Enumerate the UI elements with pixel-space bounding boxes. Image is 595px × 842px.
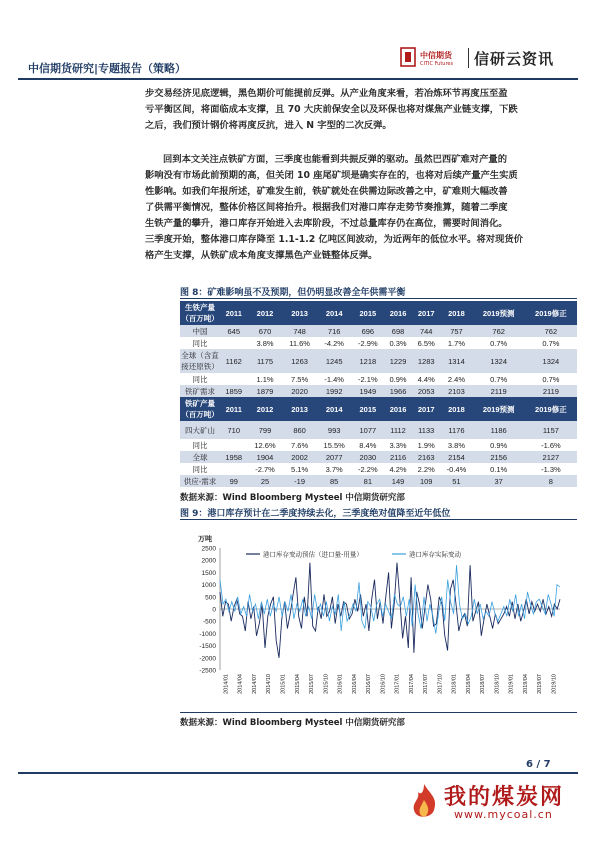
table-cell: 2012 — [247, 397, 282, 421]
x-tick-label: 2016/10 — [380, 674, 387, 694]
table-row — [180, 301, 577, 325]
legend-label-actual: 港口库存实际变动 — [409, 550, 461, 559]
table-cell: 0.7% — [490, 338, 508, 348]
table-cell: 2017 — [412, 397, 440, 421]
table-cell: 799 — [247, 421, 282, 439]
table-cell: 1162 — [220, 349, 247, 373]
row-label: 铁矿需求 — [180, 385, 220, 397]
port-inventory-chart — [180, 530, 577, 710]
table-cell: 2103 — [440, 385, 472, 397]
table-cell: 1.1% — [256, 374, 274, 384]
x-tick-label: 2018/01 — [451, 674, 458, 694]
row-label: 全球 — [180, 451, 220, 463]
table-cell: 5.1% — [291, 464, 309, 474]
table-cell: 2017 — [412, 301, 440, 325]
table-cell: 2.2% — [417, 464, 435, 474]
x-tick-label: 2015/10 — [323, 674, 330, 694]
row-label: 同比 — [192, 374, 208, 384]
table-cell: 12.6% — [254, 440, 276, 450]
paragraph-line: 亏平衡区间，将面临成本支撑，且 70 大庆前保安全以及环保也将对煤焦产业链支撑，下跌 — [145, 104, 518, 115]
table-cell: 1186 — [473, 421, 525, 439]
x-tick-label: 2019/10 — [551, 674, 558, 694]
logo-divider — [468, 48, 469, 68]
row-label: 同比 — [192, 440, 208, 450]
x-tick-label: 2017/04 — [408, 674, 415, 694]
legend-label-predicted: 港口库存变动预估（进口量-用量） — [263, 550, 363, 559]
table-cell: -2.9% — [358, 338, 378, 348]
figure-9-source: 数据来源：Wind Bloomberg Mysteel 中信期货研究部 — [180, 718, 405, 728]
table-row — [180, 439, 577, 451]
table-cell: 757 — [440, 325, 472, 337]
x-tick-label: 2018/10 — [494, 674, 501, 694]
x-tick-label: 2019/07 — [537, 674, 544, 694]
x-tick-label: 2014/10 — [266, 674, 273, 694]
x-tick-label: 2014/01 — [223, 674, 230, 694]
table-cell: 8 — [525, 475, 577, 487]
table-row — [180, 475, 577, 487]
x-tick-label: 2017/01 — [394, 674, 401, 694]
table-row — [180, 337, 577, 349]
series-predicted-line — [220, 563, 560, 658]
chart-svg — [180, 530, 577, 710]
table-cell: -1.4% — [324, 374, 344, 384]
logo-en-text: CITIC Futures — [420, 61, 454, 67]
table-cell: 1966 — [384, 385, 412, 397]
table-cell: 2119 — [473, 385, 525, 397]
table-cell — [220, 463, 247, 475]
figure-9-caption: 图 9：港口库存预计在二季度持续去化，三季度绝对值降至近年低位 — [180, 509, 451, 519]
table-cell: 748 — [283, 325, 317, 337]
brand-logo — [400, 45, 560, 73]
table-cell: 1859 — [220, 385, 247, 397]
page-number: 6 / 7 — [526, 759, 551, 770]
table-row — [180, 397, 577, 421]
table-cell: 1992 — [317, 385, 352, 397]
y-tick-label: -1500 — [199, 643, 216, 651]
table-cell: 0.7% — [542, 338, 560, 348]
table-cell: 1314 — [440, 349, 472, 373]
figure-8-source: 数据来源：Wind Bloomberg Mysteel 中信期货研究部 — [180, 493, 405, 503]
paragraph-line: 影响没有市场此前预期的高，但关闭 10 座尾矿坝是确实存在的，也将对后续产量产生实质 — [145, 170, 518, 181]
row-label: 全球（含直接还原铁） — [181, 351, 219, 371]
table-cell: 1283 — [412, 349, 440, 373]
table-cell: 1879 — [247, 385, 282, 397]
table-cell: 0.9% — [490, 440, 508, 450]
table-cell: 7.5% — [291, 374, 309, 384]
paragraph-line: 性影响。如我们年报所述，矿难发生前，铁矿就处在供需边际改善之中，矿难则大幅改善 — [145, 186, 508, 197]
table-cell: 2012 — [247, 301, 282, 325]
supply-demand-table — [180, 301, 577, 487]
y-tick-label: -500 — [202, 618, 216, 626]
paragraph-line: 步交易经济见底逻辑，黑色期价可能提前反弹。从产业角度来看，若冶炼环节再度压至盈 — [145, 88, 508, 99]
figure-8-rule — [180, 298, 577, 299]
x-tick-label: 2015/04 — [294, 674, 301, 694]
table-cell: 1229 — [384, 349, 412, 373]
table-cell: 2116 — [384, 451, 412, 463]
table-cell: 1.7% — [447, 338, 465, 348]
paragraph-line: 生铁产量的攀升，港口库存开始进入去库阶段，不过总量库存仍在高位，需要时间消化。 — [145, 218, 508, 229]
table-cell: 1324 — [525, 349, 577, 373]
table-cell: 0.7% — [490, 374, 508, 384]
table-cell: 762 — [473, 325, 525, 337]
logo-cn-text: 中信期货 — [420, 51, 452, 60]
table-cell: 2030 — [352, 451, 384, 463]
table-cell: 2013 — [283, 397, 317, 421]
table-cell: 37 — [473, 475, 525, 487]
row-label: 四大矿山 — [180, 421, 220, 439]
table-cell: 11.6% — [289, 338, 310, 348]
table-cell: 4.2% — [389, 464, 407, 474]
row-label: 中国 — [180, 325, 220, 337]
x-tick-label: 2015/01 — [280, 674, 287, 694]
x-tick-label: 2018/04 — [465, 674, 472, 694]
table-row — [180, 373, 577, 385]
x-tick-label: 2019/01 — [508, 674, 515, 694]
table-cell: -2.1% — [358, 374, 378, 384]
report-title: 中信期货研究|专题报告（策略） — [28, 62, 187, 75]
table-row — [180, 451, 577, 463]
row-label: 供应-需求 — [180, 475, 220, 487]
table-cell: -19 — [283, 475, 317, 487]
table-cell: 696 — [352, 325, 384, 337]
y-tick-label: 500 — [205, 594, 216, 602]
x-tick-label: 2017/10 — [437, 674, 444, 694]
table-cell: 744 — [412, 325, 440, 337]
flame-icon — [406, 782, 442, 822]
table-row — [180, 421, 577, 439]
table-cell: -1.6% — [541, 440, 561, 450]
y-tick-label: -1000 — [199, 630, 216, 638]
table-cell: 2077 — [317, 451, 352, 463]
table-cell: -1.3% — [541, 464, 561, 474]
y-tick-label: -2000 — [199, 655, 216, 663]
table-cell: 0.3% — [389, 338, 407, 348]
table-cell — [220, 337, 247, 349]
table-cell: 6.5% — [417, 338, 435, 348]
table-cell: 2015 — [352, 397, 384, 421]
table-row — [180, 463, 577, 475]
table-cell: -2.7% — [255, 464, 275, 474]
table-cell — [220, 439, 247, 451]
x-tick-label: 2016/07 — [366, 674, 373, 694]
table-cell: 8.4% — [359, 440, 377, 450]
table-cell: -4.2% — [324, 338, 344, 348]
table-cell: 2.4% — [447, 374, 465, 384]
table-cell: 3.7% — [325, 464, 343, 474]
table-cell: 0.9% — [389, 374, 407, 384]
table-cell: 2014 — [317, 301, 352, 325]
x-tick-label: 2014/04 — [237, 674, 244, 694]
table-cell: 85 — [317, 475, 352, 487]
table-cell: 1077 — [352, 421, 384, 439]
table-cell: 51 — [440, 475, 472, 487]
table-cell: 7.6% — [291, 440, 309, 450]
table-cell: 109 — [412, 475, 440, 487]
table-cell: -0.4% — [446, 464, 467, 474]
table-cell: 698 — [384, 325, 412, 337]
y-tick-label: -2500 — [199, 667, 216, 675]
paragraph-line: 三季度开始，整体港口库存降至 1.1-1.2 亿吨区间波动，为近两年的低位水平。将对现货价 — [145, 234, 523, 245]
table-cell: 645 — [220, 325, 247, 337]
x-tick-label: 2017/07 — [423, 674, 430, 694]
y-tick-label: 2500 — [201, 545, 216, 553]
table-cell: 3.8% — [256, 338, 274, 348]
table-cell: 710 — [220, 421, 247, 439]
table-cell: 1263 — [283, 349, 317, 373]
header-divider — [18, 78, 578, 80]
table-cell: 2014 — [317, 397, 352, 421]
table-cell: 1.9% — [417, 440, 435, 450]
table-cell — [220, 373, 247, 385]
row-label: 铁矿产量（百万吨） — [181, 399, 219, 419]
table-cell: 15.5% — [323, 440, 345, 450]
table-cell: 2011 — [220, 301, 247, 325]
table-cell: 1958 — [220, 451, 247, 463]
x-tick-label: 2015/07 — [309, 674, 316, 694]
paragraph-2 — [145, 152, 577, 264]
x-tick-label: 2016/01 — [337, 674, 344, 694]
row-label: 生铁产量（百万吨） — [181, 303, 219, 323]
table-cell: 2016 — [384, 397, 412, 421]
citic-logo-icon — [400, 47, 416, 67]
table-cell: 2019预测 — [473, 301, 525, 325]
table-row — [180, 385, 577, 397]
table-cell: 2013 — [283, 301, 317, 325]
table-cell: 2019修正 — [525, 397, 577, 421]
figure-8-caption: 图 8：矿难影响虽不及预期，但仍明显改善全年供需平衡 — [180, 288, 406, 298]
watermark — [402, 778, 582, 830]
table-cell: 2016 — [384, 301, 412, 325]
table-cell: 2018 — [440, 397, 472, 421]
table-cell: 1218 — [352, 349, 384, 373]
row-label: 同比 — [192, 464, 208, 474]
table-cell: 25 — [247, 475, 282, 487]
table-cell: 0.1% — [490, 464, 508, 474]
table-cell: 2053 — [412, 385, 440, 397]
table-cell: 716 — [317, 325, 352, 337]
table-cell: 2018 — [440, 301, 472, 325]
table-cell: 2156 — [473, 451, 525, 463]
x-tick-label: 2016/04 — [351, 674, 358, 694]
table-cell: 993 — [317, 421, 352, 439]
logo-side-text: 信研云资讯 — [474, 50, 555, 68]
paragraph-line: 之后，我们预计钢价将再度反抗，进入 N 字型的二次反弹。 — [145, 120, 392, 131]
table-cell: 1324 — [473, 349, 525, 373]
figure-9-bottom-rule — [180, 712, 577, 713]
table-row — [180, 349, 577, 373]
table-cell: 0.7% — [542, 374, 560, 384]
paragraph-line: 回到本文关注点铁矿方面，三季度也能看到共振反弹的驱动。虽然巴西矿难对产量的 — [163, 154, 507, 165]
table-cell: 1112 — [384, 421, 412, 439]
table-cell: -2.2% — [358, 464, 378, 474]
table-cell: 2020 — [283, 385, 317, 397]
watermark-text: 我的煤炭网 — [444, 785, 565, 810]
row-label: 同比 — [192, 338, 208, 348]
table-cell: 1175 — [247, 349, 282, 373]
paragraph-line: 了供需平衡情况，整体价格区间将抬升。根据我们对港口库存走势节奏推算，随着二季度 — [145, 202, 508, 213]
table-cell: 2127 — [525, 451, 577, 463]
paragraph-1 — [145, 86, 577, 134]
table-cell: 1157 — [525, 421, 577, 439]
footer-divider — [18, 772, 578, 774]
table-cell: 860 — [283, 421, 317, 439]
table-cell: 2019修正 — [525, 301, 577, 325]
table-cell: 670 — [247, 325, 282, 337]
table-cell: 4.4% — [417, 374, 435, 384]
table-cell: 2019预测 — [473, 397, 525, 421]
table-cell: 3.8% — [447, 440, 465, 450]
table-cell: 2163 — [412, 451, 440, 463]
table-cell: 1949 — [352, 385, 384, 397]
table-cell: 3.3% — [389, 440, 407, 450]
watermark-url: www.mycoal.cn — [454, 808, 553, 821]
table-row — [180, 325, 577, 337]
y-tick-label: 2000 — [201, 557, 216, 565]
y-tick-label: 1500 — [201, 569, 216, 577]
table-cell: 762 — [525, 325, 577, 337]
figure-9-rule — [180, 519, 577, 520]
x-tick-label: 2018/07 — [480, 674, 487, 694]
y-tick-label: 0 — [212, 606, 216, 614]
table-cell: 1904 — [247, 451, 282, 463]
y-axis-unit: 万吨 — [198, 536, 212, 543]
table-cell: 99 — [220, 475, 247, 487]
table-cell: 1133 — [412, 421, 440, 439]
x-tick-label: 2014/07 — [251, 674, 258, 694]
table-cell: 2154 — [440, 451, 472, 463]
table-cell: 2119 — [525, 385, 577, 397]
table-cell: 149 — [384, 475, 412, 487]
table-cell: 2011 — [220, 397, 247, 421]
table-cell: 1245 — [317, 349, 352, 373]
paragraph-line: 格产生支撑，从铁矿成本角度支撑黑色产业链整体反弹。 — [145, 250, 378, 261]
table-cell: 2002 — [283, 451, 317, 463]
y-tick-label: 1000 — [201, 582, 216, 590]
table-cell: 2015 — [352, 301, 384, 325]
table-cell: 81 — [352, 475, 384, 487]
table-cell: 1176 — [440, 421, 472, 439]
x-tick-label: 2019/04 — [522, 674, 529, 694]
